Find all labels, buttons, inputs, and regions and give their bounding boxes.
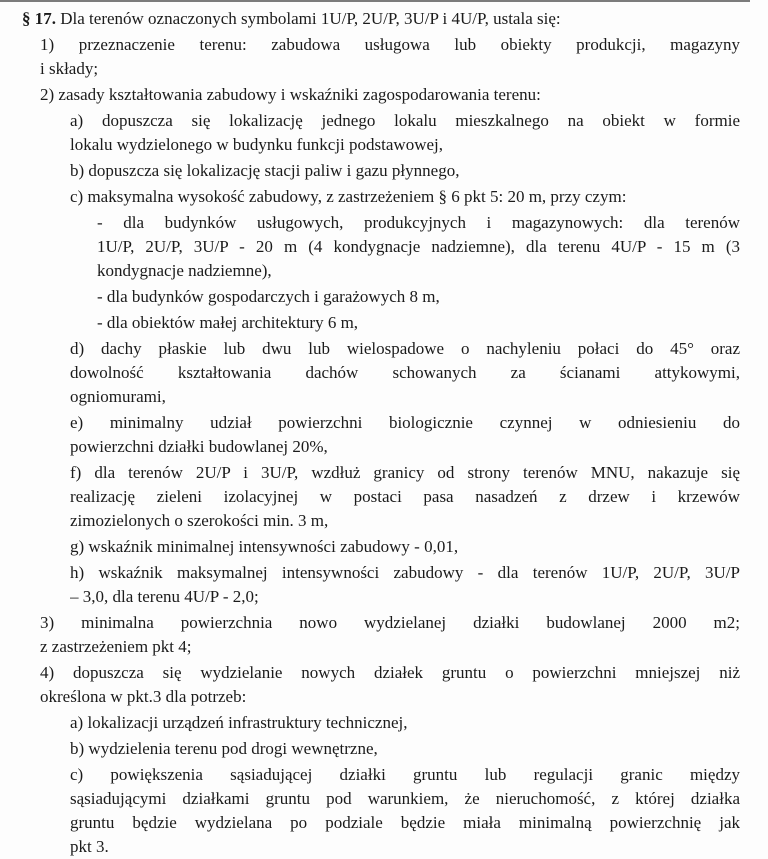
item-2h [70,561,740,609]
text-line: 3) minimalna powierzchnia nowo wydzielanej działki budowlanej 2000 m2; [40,613,740,632]
text-line: sąsiadującymi działkami gruntu pod warunkiem, że nieruchomość, z której działka [70,789,740,808]
text-line: 1) przeznaczenie terenu: zabudowa usługowa lub obiekty produkcji, magazyny [40,35,740,54]
dash-item-garages [97,285,740,309]
item-2g [70,535,740,559]
text-line: f) dla terenów 2U/P i 3U/P, wzdłuż granicy od strony terenów MNU, nakazuje się [70,463,740,482]
text-line: gruntu będzie wydzielana po podziale będzie miała minimalną powierzchnię jak [70,813,740,832]
text-line: g) wskaźnik minimalnej intensywności zabudowy - 0,01, [70,537,459,556]
text-line: - dla budynków usługowych, produkcyjnych i magazynowych: dla terenów [97,213,740,232]
item-2f [70,461,740,533]
text-line: 2) zasady kształtowania zabudowy i wskaźniki zagospodarowania terenu: [40,85,541,104]
text-line: a) lokalizacji urządzeń infrastruktury technicznej, [70,713,408,732]
item-2b [70,159,740,183]
item-3 [40,611,740,659]
text-line: – 3,0, dla terenu 4U/P - 2,0; [70,587,259,606]
text-line: 1U/P, 2U/P, 3U/P - 20 m (4 kondygnacje nadziemne), dla terenu 4U/P - 15 m (3 [97,237,740,256]
text-line: b) wydzielenia terenu pod drogi wewnętrzne, [70,739,378,758]
item-4 [40,661,740,709]
item-2e [70,411,740,459]
text-line: ogniomurami, [70,387,166,406]
item-4b [70,737,740,761]
item-2a [70,109,740,157]
section-heading-line [22,7,740,31]
text-line: realizację zieleni izolacyjnej w postaci pasa nasadzeń z drzew i krzewów [70,487,740,506]
text-line: b) dopuszcza się lokalizację stacji paliw i gazu płynnego, [70,161,460,180]
text-line: c) maksymalna wysokość zabudowy, z zastrzeżeniem § 6 pkt 5: 20 m, przy czym: [70,187,627,206]
item-4c [70,763,740,859]
section-heading [22,7,740,31]
text-line: d) dachy płaskie lub dwu lub wielospadowe o nachyleniu połaci do 45° oraz [70,339,740,358]
text-line: określona w pkt.3 dla potrzeb: [40,687,247,706]
item-2c [70,185,740,209]
item-1 [40,33,740,81]
dash-item-buildings [97,211,740,283]
section-number: § 17. [22,9,56,28]
text-line: e) minimalny udział powierzchni biologicznie czynnej w odniesieniu do [70,413,740,432]
item-2d [70,337,740,409]
section-heading-text: Dla terenów oznaczonych symbolami 1U/P, 2U/P, 3U/P i 4U/P, ustala się: [60,9,561,28]
item-2 [40,83,740,107]
text-line: 4) dopuszcza się wydzielanie nowych działek gruntu o powierzchni mniejszej niż [40,663,740,682]
text-line: c) powiększenia sąsiadującej działki gruntu lub regulacji granic między [70,765,740,784]
text-line: pkt 3. [70,837,109,856]
text-line: kondygnacje nadziemne), [97,261,272,280]
dash-item-small-architecture [97,311,740,335]
text-line: z zastrzeżeniem pkt 4; [40,637,192,656]
text-line: zimozielonych o szerokości min. 3 m, [70,511,329,530]
item-4a [70,711,740,735]
text-line: lokalu wydzielonego w budynku funkcji podstawowej, [70,135,443,154]
top-edge-scan-artifact [0,0,750,2]
text-line: dowolność kształtowania dachów schowanych za ścianami attykowymi, [70,363,740,382]
text-line: - dla budynków gospodarczych i garażowych 8 m, [97,287,440,306]
text-line: - dla obiektów małej architektury 6 m, [97,313,359,332]
text-line: powierzchni działki budowlanej 20%, [70,437,328,456]
text-line: a) dopuszcza się lokalizację jednego lokalu mieszkalnego na obiekt w formie [70,111,740,130]
text-line: i składy; [40,59,99,78]
text-line: h) wskaźnik maksymalnej intensywności zabudowy - dla terenów 1U/P, 2U/P, 3U/P [70,563,740,582]
